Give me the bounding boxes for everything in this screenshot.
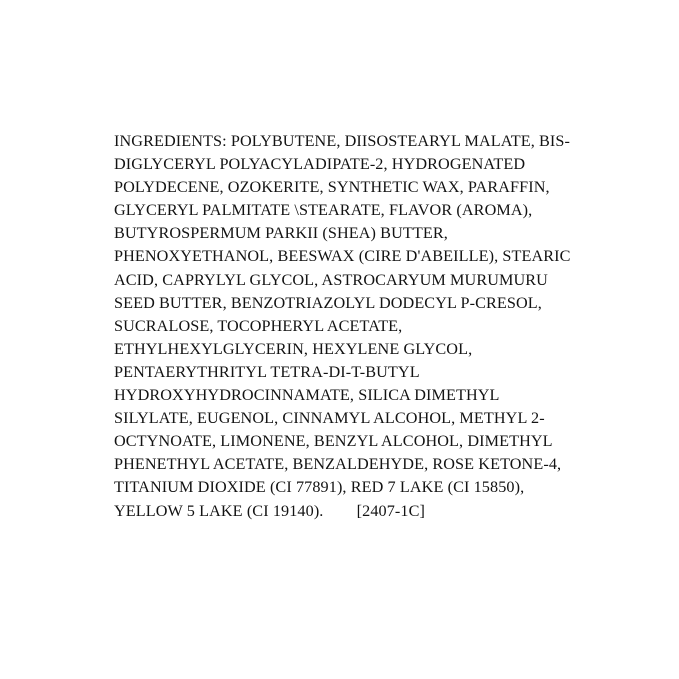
lot-code: [2407-1C]: [356, 501, 425, 520]
ingredients-text: INGREDIENTS: POLYBUTENE, DIISOSTEARYL MALATE, BIS-DIGLYCERYL POLYACYLADIPATE-2, HYDROGENATED POLYDECENE, OZOKERITE, SYNTHETIC WAX, PARAFFIN, GLYCERYL PALMITATE \STEARATE, FLAVOR (AROMA), BUTYROSPERMUM PARKII (SHEA) BUTTER, PHENOXYETHANOL, BEESWAX (CIRE D'ABEILLE), STEARIC ACID, CAPRYLYL GLYCOL, ASTROCARYUM MURUMURU SEED BUTTER, BENZOTRIAZOLYL DODECYL P-CRESOL, SUCRALOSE, TOCOPHERYL ACETATE, ETHYLHEXYLGLYCERIN, HEXYLENE GLYCOL, PENTAERYTHRITYL TETRA-DI-T-BUTYL HYDROXYHYDROCINNAMATE, SILICA DIMETHYL SILYLATE, EUGENOL, CINNAMYL ALCOHOL, METHYL 2-OCTYNOATE, LIMONENE, BENZYL ALCOHOL, DIMETHYL PHENETHYL ACETATE, BENZALDEHYDE, ROSE KETONE-4, TITANIUM DIOXIDE (CI 77891), RED 7 LAKE (CI 15850), YELLOW 5 LAKE (CI 19140). [2407-1C]: [114, 132, 574, 520]
